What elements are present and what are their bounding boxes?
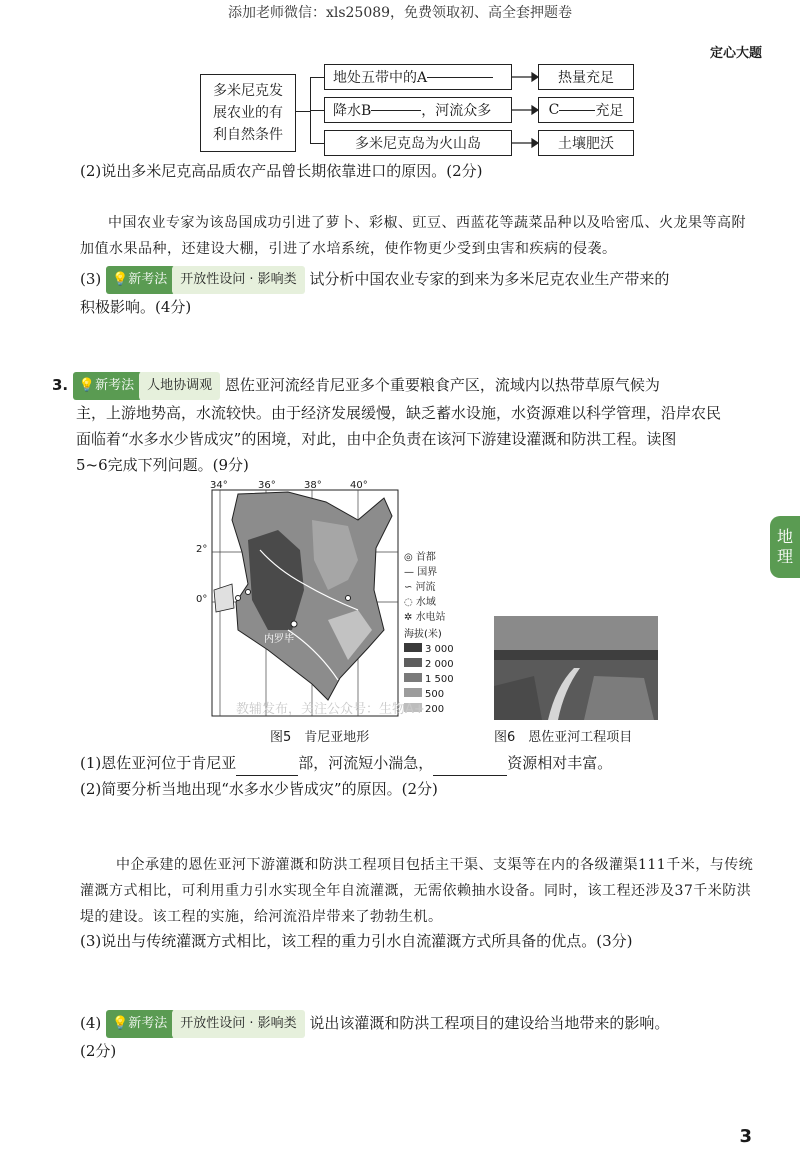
material-2: 中企承建的恩佐亚河下游灌溉和防洪工程项目包括主干渠、支渠等在内的各级灌渠111千米，与传统灌溉方式相比，可利用重力引水实现全年自流灌溉，无需依赖抽水设备。同时，该工程还涉及37千米防洪堤的建设。该工程的实施，给河流沿岸带来了勃勃生机。 — [80, 857, 754, 925]
lon-label: 40° — [350, 480, 368, 491]
city-label: 内罗毕 — [264, 634, 294, 645]
question-3-stem: 3. 💡新考法 人地协调观 恩佐亚河流经肯尼亚多个重要粮食产区，流域内以热带草原气候为 主，上游地势高，水流较快。由于经济发展缓慢，缺乏蓄水设施，水资源难以科学管理，沿岸农民 面临着“水多水少皆成灾”的困境，对此，由中企负责在该河下游建设灌溉和防洪工程。读图 5~6完成下列问题。(9分) — [52, 372, 768, 478]
question-2-3: (3) 💡新考法 开放性设问 · 影响类 试分析中国农业专家的到来为多米尼克农业生产带来的 积极影响。(4分) — [80, 266, 760, 320]
question-3-3: (3)说出与传统灌溉方式相比，该工程的重力引水自流灌溉方式所具备的优点。(3分) — [80, 932, 633, 950]
kenya-terrain-map — [196, 480, 478, 720]
new-method-badge: 💡新考法 — [106, 266, 175, 294]
diagram-row3-middle: 多米尼克岛为火山岛 — [324, 130, 512, 156]
diagram-row1-middle: 地处五带中的A — [324, 64, 512, 90]
page-number: 3 — [739, 1126, 752, 1147]
diagram-arrows — [512, 64, 538, 159]
material-1: 中国农业专家为该岛国成功引进了萝卜、彩椒、豇豆、西蓝花等蔬菜品种以及哈密瓜、火龙果等高附加值水果品种，还建设大棚，引进了水培系统，使作物更少受到虫害和疾病的侵袭。 — [80, 215, 746, 257]
question-3-4: (4) 💡新考法 开放性设问 · 影响类 说出该灌溉和防洪工程项目的建设给当地带来的影响。 (2分) — [80, 1010, 770, 1064]
question-2-2: (2)说出多米尼克高品质农产品曾长期依靠进口的原因。(2分) — [80, 162, 483, 180]
diagram-row3-right: 土壤肥沃 — [538, 130, 634, 156]
diagram-row2-middle: 降水B ，河流众多 — [324, 97, 512, 123]
question-type-badge: 开放性设问 · 影响类 — [172, 1010, 304, 1038]
map-legend: ◎ 首都 — 国界 ∽ 河流 ◌ 水域 ✲ 水电站 海拔(米) 3 000 2 000 1 500 500 200 — [404, 552, 454, 715]
new-method-badge: 💡新考法 — [73, 372, 142, 400]
bulb-icon: 💡 — [78, 378, 96, 393]
lon-label: 36° — [258, 480, 276, 491]
competency-badge: 人地协调观 — [139, 372, 220, 400]
diagram-row2-right: C 充足 — [538, 97, 634, 123]
project-photo — [494, 616, 658, 720]
question-type-badge: 开放性设问 · 影响类 — [172, 266, 304, 294]
lon-label: 34° — [210, 480, 228, 491]
section-tag: 定心大题 — [709, 46, 762, 61]
subject-side-tab: 地 理 — [770, 516, 800, 578]
question-3-2: (2)简要分析当地出现“水多水少皆成灾”的原因。(2分) — [80, 780, 438, 798]
lat-label: 2° — [196, 544, 208, 555]
lat-label: 0° — [196, 594, 208, 605]
figure-6-caption: 图6 恩佐亚河工程项目 — [494, 730, 633, 745]
figure-5-caption: 图5 肯尼亚地形 — [270, 730, 370, 745]
bulb-icon: 💡 — [112, 272, 129, 287]
bulb-icon: 💡 — [112, 1016, 129, 1031]
diagram-left-box — [200, 74, 296, 152]
top-banner: 添加老师微信：xls25089，免费领取初、高全套押题卷 — [227, 5, 573, 21]
new-method-badge: 💡新考法 — [106, 1010, 175, 1038]
diagram-row1-right: 热量充足 — [538, 64, 634, 90]
question-3-1: (1)恩佐亚河位于肯尼亚 部，河流短小湍急， 资源相对丰富。 — [80, 750, 612, 776]
watermark: 教辅发布，关注公众号：生物A+ — [236, 702, 425, 717]
lon-label: 38° — [304, 480, 322, 491]
diagram-left-label: 多米尼克发展农业的有利自然条件 — [213, 83, 283, 143]
